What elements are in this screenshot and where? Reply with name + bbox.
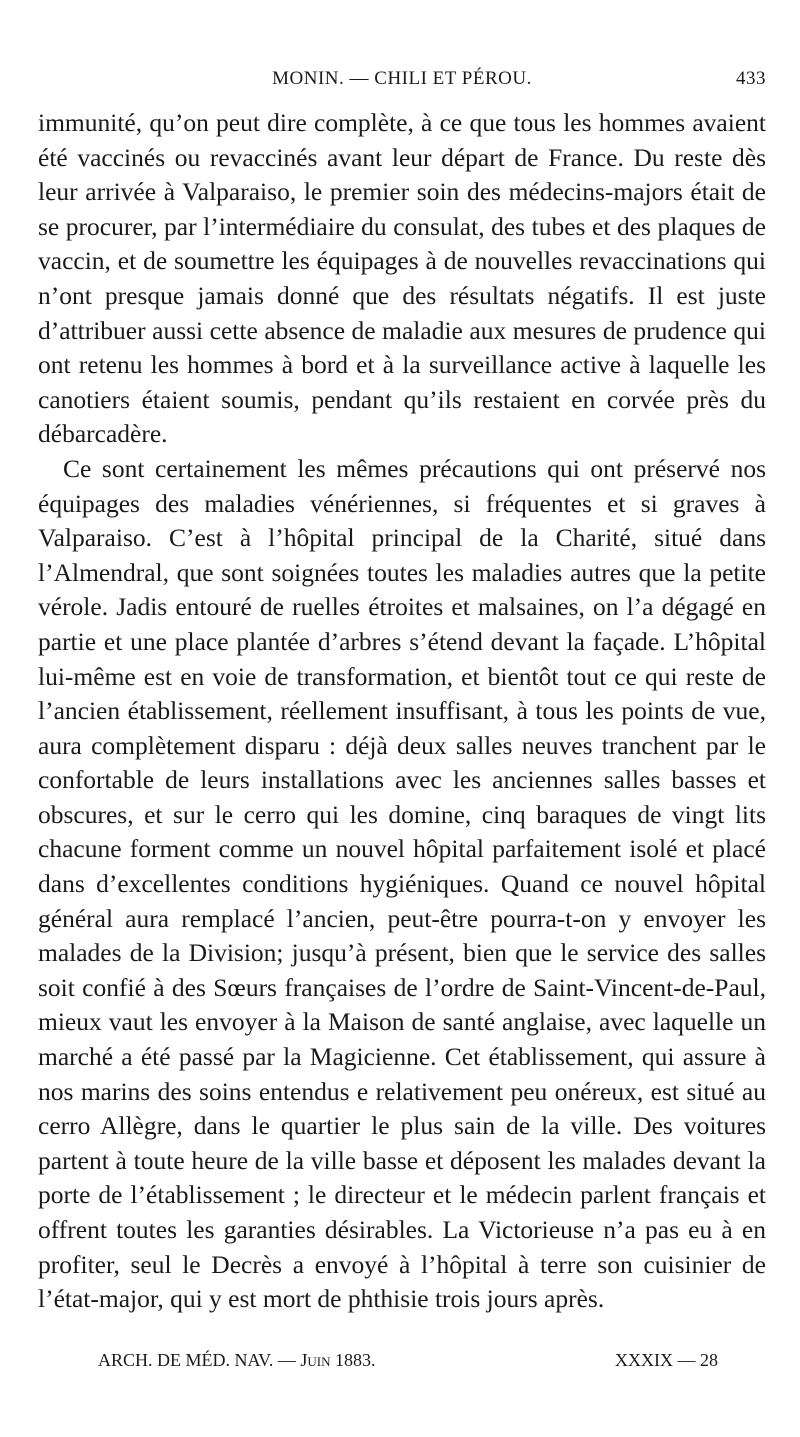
- signature-mark: XXXIX — 28: [615, 1350, 718, 1370]
- running-title: MONIN. — CHILI ET PÉROU.: [272, 68, 532, 89]
- journal-line: ARCH. DE MÉD. NAV. — Juin 1883.: [98, 1350, 376, 1370]
- paragraph-continuation: immunité, qu’on peut dire complète, à ce que tous les hommes avaient été vaccinés ou revaccinés avant leur départ de France. Du reste dès leur arrivée à Valparaiso, le premier soin des médecins-majors était de se procurer, par l’intermédiaire du consulat, des tubes et des plaques de vaccin, et de soumettre les équipages à de nouvelles revaccinations qui n’ont presque jamais donné que des résultats négatifs. Il est juste d’attribuer aussi cette absence de maladie aux mesures de prudence qui ont retenu les hommes à bord et à la surveillance active à laquelle les canotiers étaient soumis, pendant qu’ils restaient en corvée près du débarcadère.: [38, 108, 766, 449]
- page-number: 433: [736, 68, 766, 89]
- body-text: [38, 106, 766, 1317]
- running-head: [38, 68, 766, 98]
- paragraph: Ce sont certainement les mêmes précautions qui ont préservé nos équipages des maladies vénériennes, si fréquentes et si graves à Valparaiso. C’est à l’hôpital principal de la Charité, situé dans l’Almendral, que sont soignées toutes les maladies autres que la petite vérole. Jadis entouré de ruelles étroites et malsaines, on l’a dégagé en partie et une place plantée d’arbres s’étend devant la façade. L’hôpital lui-même est en voie de transformation, et bientôt tout ce qui reste de l’ancien établissement, réellement insuffisant, à tous les points de vue, aura complètement disparu : déjà deux salles neuves tranchent par le confortable de leurs installations avec les anciennes salles basses et obscures, et sur le cerro qui les domine, cinq baraques de vingt lits chacune forment comme un nouvel hôpital parfaitement isolé et placé dans d’excellentes conditions hygiéniques. Quand ce nouvel hôpital général aura remplacé l’ancien, peut-être pourra-t-on y envoyer les malades de la Division; jusqu’à présent, bien que le service des salles soit confié à des Sœurs françaises de l’ordre de Saint-Vincent-de-Paul, mieux vaut les envoyer à la Maison de santé anglaise, avec laquelle un marché a été passé par la Magicienne. Cet établissement, qui assure à nos marins des soins entendus e relativement peu onéreux, est situé au cerro Allègre, dans le quartier le plus sain de la ville. Des voitures partent à toute heure de la ville basse et déposent les malades devant la porte de l’établissement ; le directeur et le médecin parlent français et offrent toutes les garanties désirables. La Victorieuse n’a pas eu à en profiter, seul le Decrès a envoyé à l’hôpital à terre son cuisinier de l’état-major, qui y est mort de phthisie trois jours après.: [38, 453, 766, 1314]
- page-footer: [98, 1350, 718, 1380]
